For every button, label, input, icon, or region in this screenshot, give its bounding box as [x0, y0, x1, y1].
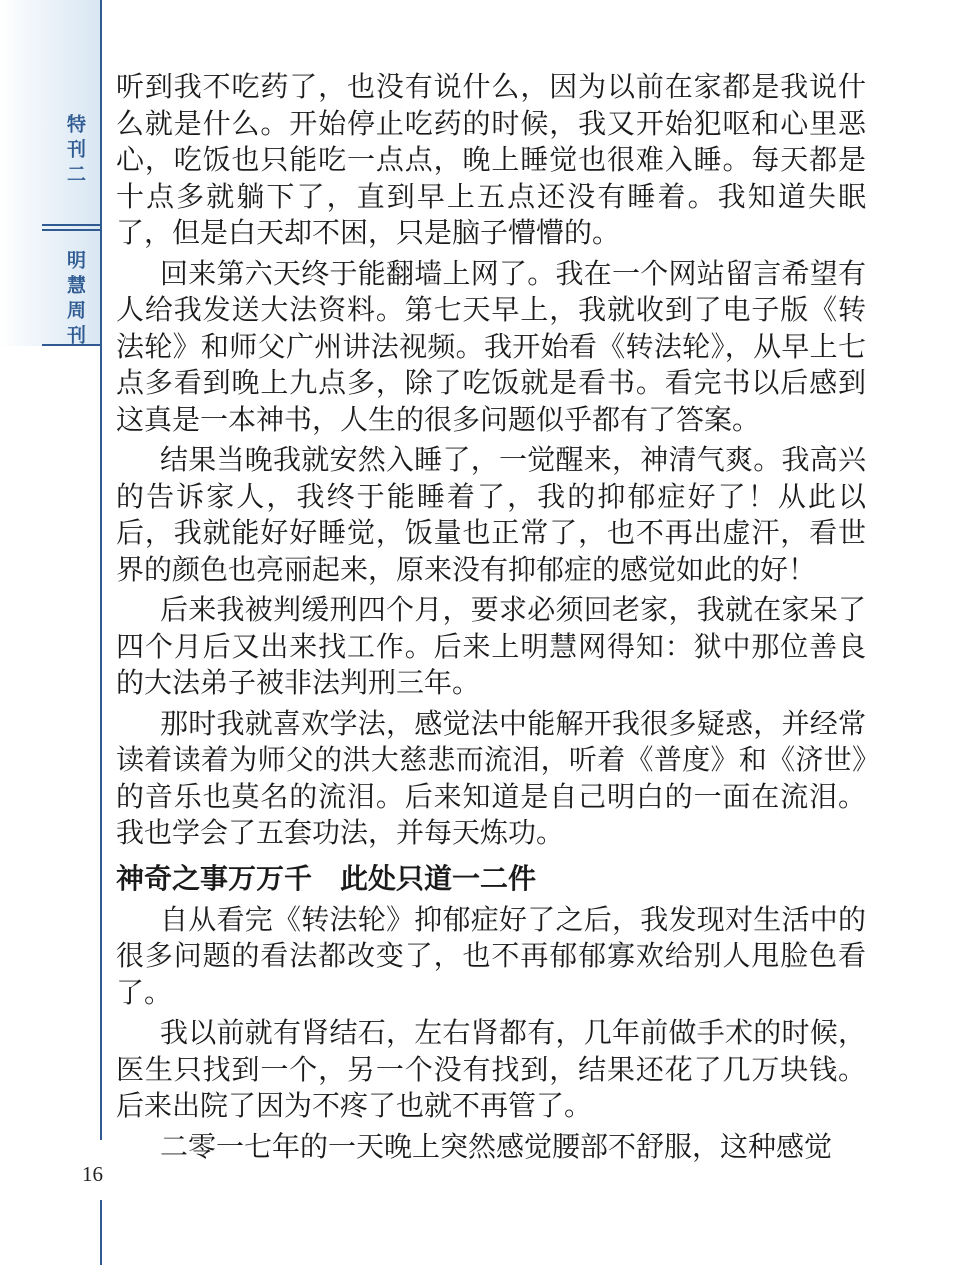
paragraph: 那时我就喜欢学法，感觉法中能解开我很多疑惑，并经常读着读着为师父的洪大慈悲而流泪，听着《普度》和《济世》的音乐也莫名的流泪。后来知道是自己明白的一面在流泪。我也学会了五套功法，并每天炼功。	[116, 706, 866, 849]
paragraph: 回来第六天终于能翻墙上网了。我在一个网站留言希望有人给我发送大法资料。第七天早上，我就收到了电子版《转法轮》和师父广州讲法视频。我开始看《转法轮》，从早上七点多看到晚上九点多，除了吃饭就是看书。看完书以后感到这真是一本神书，人生的很多问题似乎都有了答案。	[116, 256, 866, 436]
paragraph: 自从看完《转法轮》抑郁症好了之后，我发现对生活中的很多问题的看法都改变了，也不再郁郁寡欢给别人甩脸色看了。	[116, 902, 866, 1009]
section-label: 特刊二	[64, 114, 86, 189]
article-body	[116, 69, 866, 1169]
page-number: 16	[82, 1162, 103, 1186]
section-heading: 神奇之事万万千 此处只道一二件	[116, 861, 537, 895]
margin-rule-bottom	[100, 1200, 102, 1265]
paragraph: 二零一七年的一天晚上突然感觉腰部不舒服，这种感觉	[160, 1129, 833, 1163]
paragraph: 结果当晚我就安然入睡了，一觉醒来，神清气爽。我高兴的告诉家人，我终于能睡着了，我的抑郁症好了！从此以后，我就能好好睡觉，饭量也正常了，也不再出虚汗，看世界的颜色也亮丽起来，原来没有抑郁症的感觉如此的好！	[116, 443, 866, 586]
paragraph: 后来我被判缓刑四个月，要求必须回老家，我就在家呆了四个月后又出来找工作。后来上明慧网得知：狱中那位善良的大法弟子被非法判刑三年。	[116, 593, 866, 699]
margin-rule	[100, 0, 102, 1140]
publication-label: 明慧周刊	[64, 250, 86, 350]
sidebar-divider-double	[42, 229, 100, 231]
paragraph: 听到我不吃药了，也没有说什么，因为以前在家都是我说什么就是什么。开始停止吃药的时候，我又开始犯呕和心里恶心，吃饭也只能吃一点点，晚上睡觉也很难入睡。每天都是十点多就躺下了，直到早上五点还没有睡着。我知道失眠了，但是白天却不困，只是脑子懵懵的。	[116, 70, 866, 249]
paragraph: 我以前就有肾结石，左右肾都有，几年前做手术的时候，医生只找到一个，另一个没有找到，结果还花了几万块钱。后来出院了因为不疼了也就不再管了。	[116, 1016, 866, 1122]
sidebar-divider	[42, 224, 100, 226]
